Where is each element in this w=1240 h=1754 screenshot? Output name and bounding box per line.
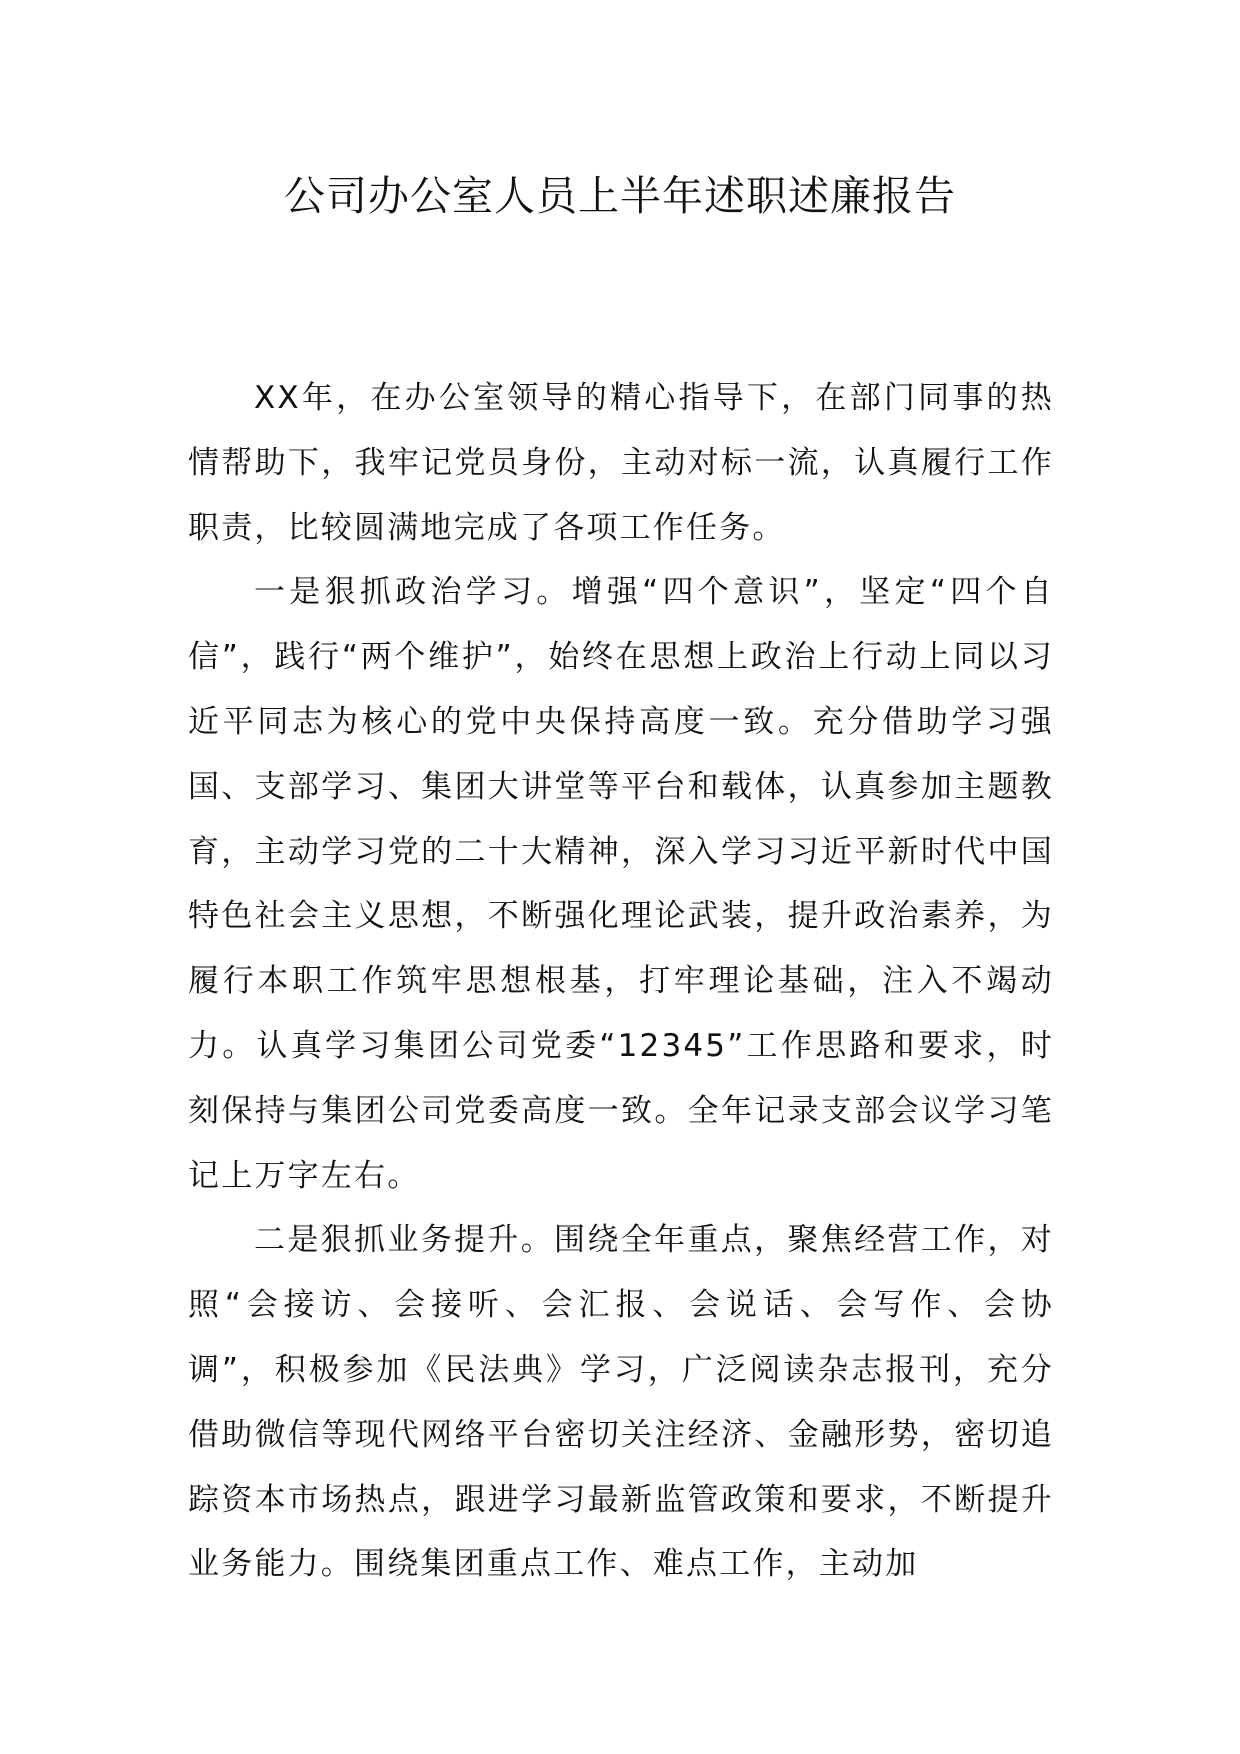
document-body <box>188 366 1054 1597</box>
document-title: 公司办公室人员上半年述职述廉报告 <box>284 172 956 220</box>
paragraph-business-improvement: 二是狠抓业务提升。围绕全年重点，聚焦经营工作，对照“会接访、会接听、会汇报、会说话、会写作、会协调”，积极参加《民法典》学习，广泛阅读杂志报刊，充分借助微信等现代网络平台密切关注经济、金融形势，密切追踪资本市场热点，跟进学习最新监管政策和要求，不断提升业务能力。围绕集团重点工作、难点工作，主动加 <box>188 1222 1054 1583</box>
paragraph-political-study: 一是狠抓政治学习。增强“四个意识”，坚定“四个自信”，践行“两个维护”，始终在思想上政治上行动上同以习近平同志为核心的党中央保持高度一致。充分借助学习强国、支部学习、集团大讲堂等平台和载体，认真参加主题教育，主动学习党的二十大精神，深入学习习近平新时代中国特色社会主义思想，不断强化理论武装，提升政治素养，为履行本职工作筑牢思想根基，打牢理论基础，注入不竭动力。认真学习集团公司党委“12345”工作思路和要求，时刻保持与集团公司党委高度一致。全年记录支部会议学习笔记上万字左右。 <box>188 574 1054 1194</box>
paragraph-intro: XX年，在办公室领导的精心指导下，在部门同事的热情帮助下，我牢记党员身份，主动对标一流，认真履行工作职责，比较圆满地完成了各项工作任务。 <box>188 380 1054 546</box>
